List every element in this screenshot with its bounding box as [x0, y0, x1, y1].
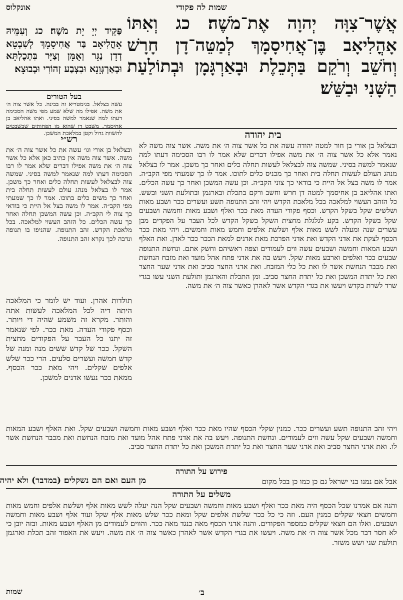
perush-line: אבל אם נמנו בני ישראל גם כן כמו כן בכל מקום: [261, 477, 397, 486]
page-number: ב׳: [198, 587, 205, 597]
wide-commentary-text: ויהי זהב התנופה תשע ועשרים ככר. כמנין שקלי הכסף שהיו מאת ככר ואלף ושבע מאות וחמשה ושבעים שקל. ואת האלף ושבע המאות וחמשה ושבעים שקל עשה ווים לעמודים. ונחשת התנופה. ויעש בה את אדני פתח אהל מועד ואת מזבח הנחשת ואת מכבר הנחשת אשר לו. ואת אדני החצר סביב ואת אדני שער החצר ואת כל יתדת המשכן ואת כל יתדת החצר סביב.: [6, 424, 397, 452]
page-header: [6, 2, 397, 14]
perush-bold-line: מן העם ואם הם נשקלים׃ (במדבר) ולא יהיה: [0, 476, 146, 486]
divider: [6, 128, 397, 129]
beit-yehuda-title: בית יהודה: [244, 130, 282, 141]
torah-verse: אֲשֶׁר־צִוָּה יְהוָה אֶת־מֹשֶׁה׃ כג וְאִתּוֹ אָהֳלִיאָב בֶּן־אֲחִיסָמָךְ לְמַטֵּה־דָן חָרָשׁ וְחֹשֵׁב וְרֹקֵם בַּתְּכֵלֶת וּבָאַרְגָּמָן וּבְתוֹלַעַת הַשָּׁנִי וּבַשֵּׁשׁ׃: [127, 14, 397, 99]
meshalim-title: משלים על התורה: [172, 490, 231, 500]
footer-signature: שמות: [6, 587, 23, 596]
rashi-title: רש״י: [60, 135, 78, 145]
onkelos-label: אונקלוס: [6, 2, 31, 12]
page-footer: [6, 587, 397, 598]
divider: [6, 90, 122, 91]
beit-yehuda-text: ובצלאל בן אורי בן חור למטה יהודה עשה את כל אשר צוה ה׳ את משה. אשר צוה משה לא נאמר אלא כל אשר צוה ה׳ את משה אפילו דברים שלא אמר לו רבו הסכימה דעתו למה שנאמר למשה בסיני. שמשה צוה לבצלאל לעשות תחלה כלים ואחר כך משכן. אמר לו בצלאל מנהג העולם לעשות תחלה בית ואחר כך מכניס כלים לתוכו. אמר לו כך שמעתי מפי הקב״ה. אמר לו משה בצל אל היית כי בודאי כך צוני הקב״ה. וכן עשה המשכן ואחר כך עשה הכלים. ואתו אהליאב בן אחיסמך למטה דן חרש וחשב ורקם בתכלת ובארגמן ובתולעת השני ובשש. כל הזהב העשוי למלאכה בכל מלאכת הקדש ויהי זהב התנופה תשע ועשרים ככר ושבע מאות ושלשים שקל בשקל הקדש. וכסף פקודי העדה מאת ככר ואלף ושבע מאות וחמשה ושבעים שקל בשקל הקדש. בקע לגלגלת מחצית השקל בשקל הקדש לכל העבר על הפקדים מבן עשרים שנה ומעלה לשש מאות אלף ושלשת אלפים וחמש מאות וחמשים. ויהי מאת ככר הכסף לצקת את אדני הקדש ואת אדני הפרכת מאת אדנים למאת הככר ככר לאדן. ואת האלף ושבע המאות וחמשה ושבעים עשה ווים לעמודים וצפה ראשיהם וחשק אתם. ונחשת התנופה שבעים ככר ואלפים וארבע מאות שקל. ויעש בה את אדני פתח אהל מועד ואת מזבח הנחשת ואת מכבר הנחשת אשר לו ואת כל כלי המזבח. ואת אדני החצר סביב ואת אדני שער החצר ואת כל יתדת המשכן ואת כל יתדת החצר סביב. ומן התכלת והארגמן ותולעת השני עשו בגדי שרד לשרת בקדש ויעשו את בגדי הקדש אשר לאהרן כאשר צוה ה׳ את משה.: [139, 141, 397, 291]
rashi-text: ובצלאל בן אורי וגו׳ עשה את כל אשר צוה ה׳ את משה. אשר צוה משה אין כתיב כאן אלא כל אשר צוה ה׳ את משה אפילו דברים שלא אמר לו רבו הסכימה דעתו למה שנאמר למשה בסיני. שמשה צוה לבצלאל לעשות תחלה כלים ואחר כך משכן. אמר לו בצלאל מנהג עולם לעשות תחלה בית ואחר כך משים כלים בתוכו. אמר לו כך שמעתי מפי הקב״ה. אמר לו משה בצל אל היית כי בודאי כך צוה לי הקב״ה. וכן עשה המשכן תחלה ואחר כך עשה הכלים. כל הזהב העשוי למלאכה. בכל מלאכת הקדש. זהב התנופה. שהניפו בו תנופה ונדבה לכך נקרא זהב התנופה.: [6, 146, 132, 243]
baal-haturim-title: בעל הטורים: [46, 92, 82, 101]
secondary-commentary-text: תולדות אהרן. ועוד יש לומר כי המלאכה היתה דיה לכל המלאכה לעשות אתה והותר. מקרא זה משמע שהיה די ויותר. וכסף פקודי העדה. מאת ככר. לפי שנאמר זה יתנו כל העבר על הפקודים מחצית השקל. ככר של קדש ששים מנה ומנה של קדש חמשה ועשרים סלעים. הרי ככר שלש אלפים שקלים. ויהי מאת ככר הכסף. ממאת ככר נעשו אדנים למשכן.: [6, 296, 132, 382]
onkelos-text: פַּקֵּיד יְיָ יָת מֹשֶׁה׃ כג וְעִמֵּיהּ אָהֳלִיאָב בַּר אֲחִיסָמָךְ לְשִׁבְטָא דְדָן נַגָּר וְאֻמָּן וְצַיָּר בִּתְכֶלְתָּא וּבְאַרְגְּוָנָא וּבִצְבַע זְהוֹרִי וּבְבוּצָא׃: [6, 26, 122, 75]
running-title: שמות לה פקודי: [176, 3, 227, 13]
meshalim-text: והנה אם אמרנו שכל הכסף היה מאת ככר ואלף ושבע מאות וחמשה ושבעים שקל הנה יעלה לשש מאות אלף ושלשת אלפים וחמש מאות וחמשים חצאי שקלים כמנין העם. וזה כי כל ככר שלשת אלפים שקל ומאת ככר שלש מאות אלף שקל ועוד אלף ושבע מאות וחמשה ושבעים. ואלו הם חצאי שקלים כמספר הפקודים. והנה אדני הכסף מאה כנגד מאה ככר. והווים לעמודים מן האלף ושבע מאות. ובזה יובן כי לא חסר דבר מכל אשר צוה ה׳ את משה. ויעשו את בגדי הקדש אשר לאהרן כאשר צוה ה׳ את משה. ויעש את האפוד זהב תכלת וארגמן תולעת שני ושש משזר.: [6, 501, 397, 547]
baal-haturim-text: עשה בצלאל. בגימטריא זה בבינה. כל אשר צוה ה׳ את משה. אפילו מה שלא שמע מפי משה הסכימה דעתו למה שנאמר למשה בסיני. ואתו אהליאב בן אחיסמך. משבט דן שהוא מן הפחותים שבשבטים להשוות גדול וקטן במלאכת המשכן.: [6, 102, 122, 137]
perush-title: פירוש על התורה: [175, 466, 228, 476]
